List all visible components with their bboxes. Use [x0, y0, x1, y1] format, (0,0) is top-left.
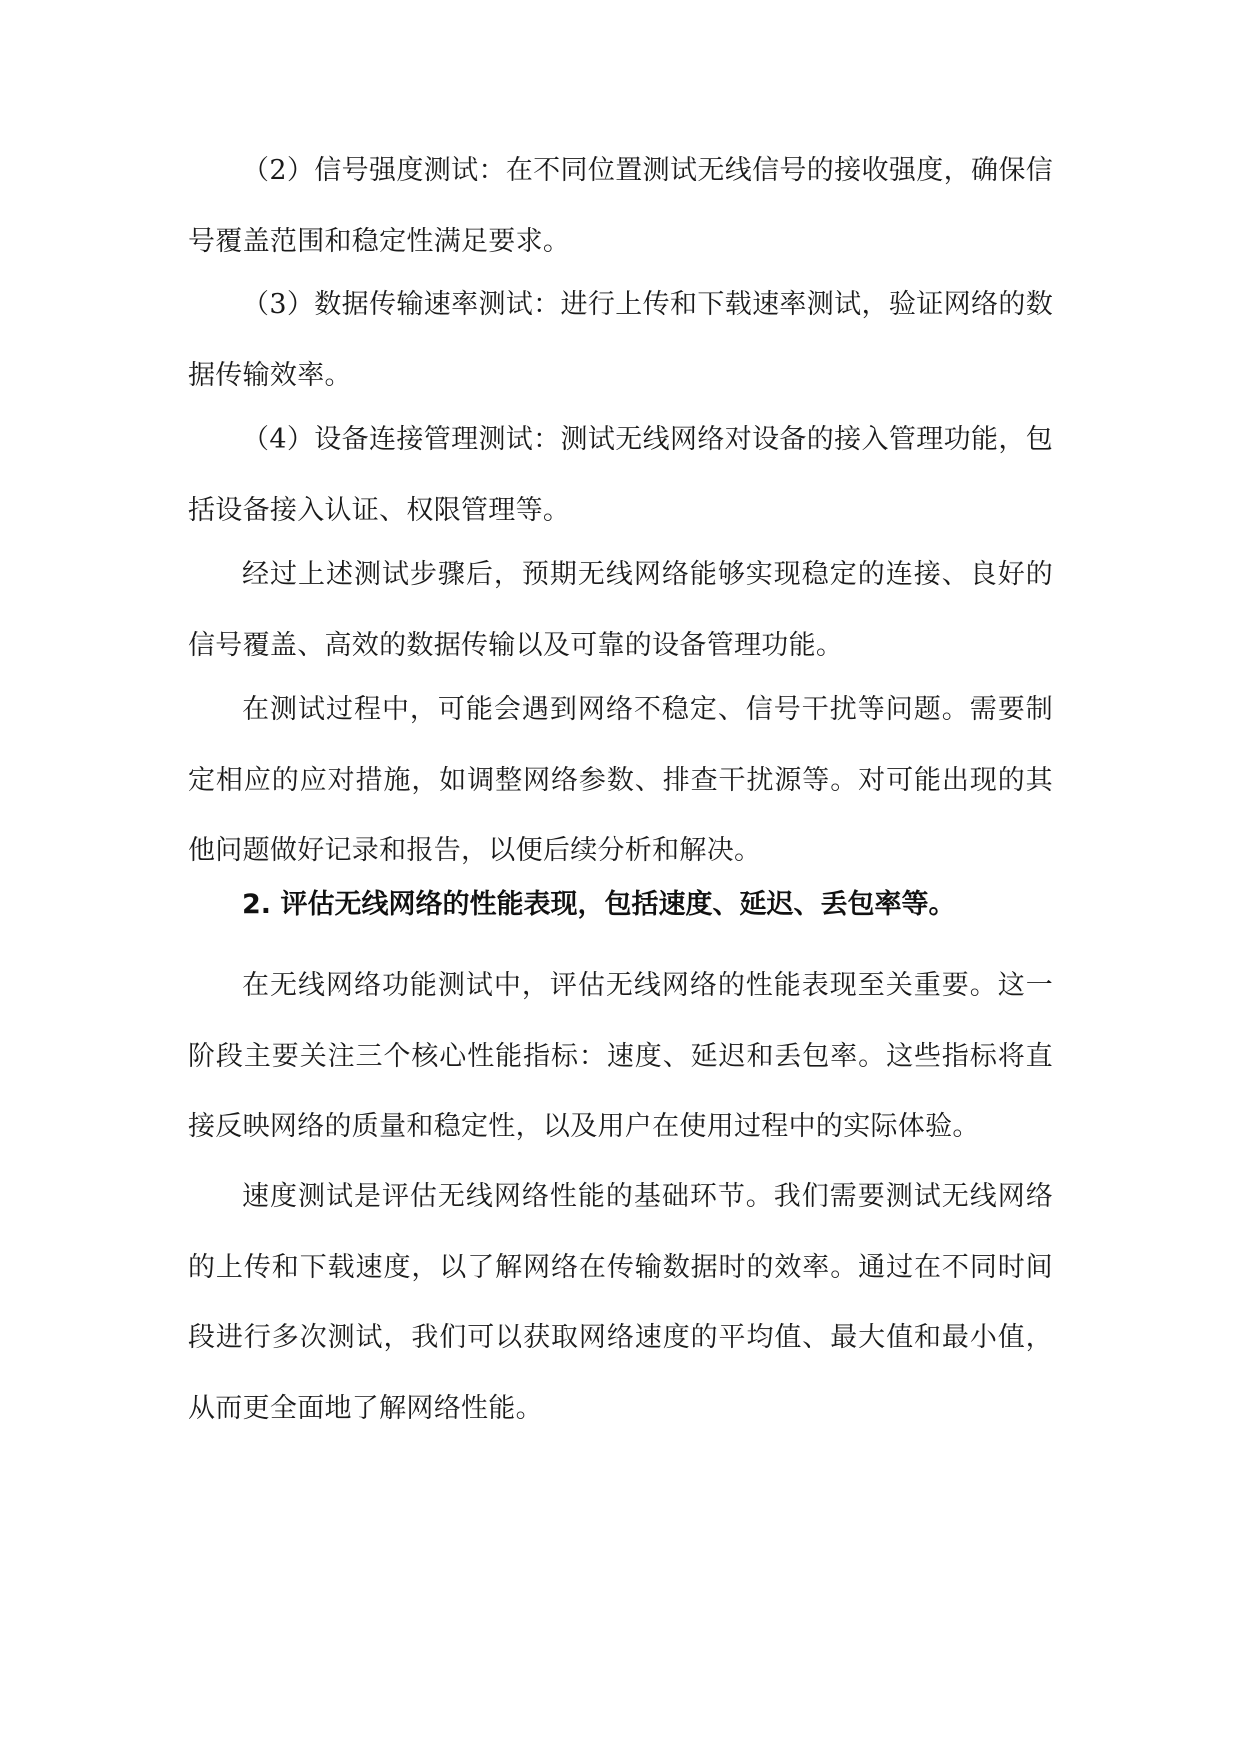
- paragraph-device-management-test: （4）设备连接管理测试：测试无线网络对设备的接入管理功能，包括设备接入认证、权限管理等。: [188, 424, 1053, 526]
- paragraph-data-rate-test: （3）数据传输速率测试：进行上传和下载速率测试，验证网络的数据传输效率。: [188, 289, 1053, 391]
- paragraph-issues-handling: 在测试过程中，可能会遇到网络不稳定、信号干扰等问题。需要制定相应的应对措施，如调整网络参数、排查干扰源等。对可能出现的其他问题做好记录和报告，以便后续分析和解决。: [188, 694, 1053, 866]
- paragraph-signal-strength-test: （2）信号强度测试：在不同位置测试无线信号的接收强度，确保信号覆盖范围和稳定性满足要求。: [188, 155, 1053, 257]
- paragraph-speed-test: 速度测试是评估无线网络性能的基础环节。我们需要测试无线网络的上传和下载速度，以了解网络在传输数据时的效率。通过在不同时间段进行多次测试，我们可以获取网络速度的平均值、最大值和最小值，从而更全面地了解网络性能。: [188, 1181, 1053, 1424]
- section-heading: 2. 评估无线网络的性能表现，包括速度、延迟、丢包率等。: [242, 889, 956, 920]
- paragraph-expected-results: 经过上述测试步骤后，预期无线网络能够实现稳定的连接、良好的信号覆盖、高效的数据传输以及可靠的设备管理功能。: [188, 559, 1053, 661]
- paragraph-performance-overview: 在无线网络功能测试中，评估无线网络的性能表现至关重要。这一阶段主要关注三个核心性能指标：速度、延迟和丢包率。这些指标将直接反映网络的质量和稳定性，以及用户在使用过程中的实际体验。: [188, 970, 1053, 1142]
